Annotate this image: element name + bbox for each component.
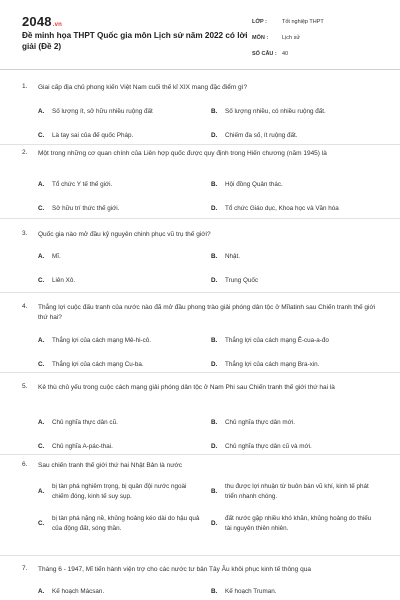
option-text: Tổ chức Y tế thế giới. xyxy=(52,181,113,188)
option-letter: C. xyxy=(38,443,45,450)
meta-row-count xyxy=(252,46,382,62)
option-letter: C. xyxy=(38,277,45,284)
option-letter: B. xyxy=(211,419,218,426)
option-text: Kế hoạch Mácsan. xyxy=(52,588,105,595)
question-text: Giai cấp địa chủ phong kiến Việt Nam cuối thế kỉ XIX mang đặc điểm gì? xyxy=(38,84,248,91)
option-letter: A. xyxy=(38,108,45,115)
option-text: đất nước gặp nhiều khó khăn, khủng hoảng do thiếu tài nguyên thiên nhiên. xyxy=(225,515,372,532)
logo-text: 2048 xyxy=(22,14,52,29)
option-text: Thắng lợi của cách mạng Cu-ba. xyxy=(52,361,144,368)
question-divider xyxy=(0,454,400,455)
option-letter: D. xyxy=(211,132,218,139)
exam-header xyxy=(0,0,400,72)
question-divider xyxy=(0,292,400,293)
option-letter: B. xyxy=(211,253,218,260)
question-number: 1. xyxy=(22,83,28,90)
option-text: Chủ nghĩa A-pác-thai. xyxy=(52,443,113,450)
header-divider xyxy=(0,69,400,70)
option-letter: A. xyxy=(38,488,45,495)
meta-key: LỚP : xyxy=(252,19,267,25)
option-text: Thắng lợi của cách mạng Ê-cua-a-đo xyxy=(225,337,329,344)
question-text: Sau chiến tranh thế giới thứ hai Nhật Bản là nước xyxy=(38,462,183,469)
option-text: Hội đồng Quản thác. xyxy=(225,181,283,188)
option-letter: B. xyxy=(211,488,218,495)
option-letter: D. xyxy=(211,205,218,212)
option-letter: A. xyxy=(38,337,45,344)
question-text: Quốc gia nào mở đầu kỷ nguyên chinh phục vũ trụ thế giới? xyxy=(38,231,211,238)
option-letter: C. xyxy=(38,361,45,368)
option-letter: C. xyxy=(38,132,45,139)
option-letter: A. xyxy=(38,419,45,426)
option-text: Liên Xô. xyxy=(52,277,76,284)
option-letter: C. xyxy=(38,520,45,527)
option-text: Thắng lợi của cách mạng Mê-hi-cô. xyxy=(52,337,151,344)
question-number: 4. xyxy=(22,303,28,310)
option-text: Trung Quốc xyxy=(225,277,259,284)
option-text: Tổ chức Giáo dục, Khoa học và Văn hóa xyxy=(225,205,339,212)
meta-value: 40 xyxy=(282,51,289,57)
meta-key: MÔN : xyxy=(252,35,269,41)
option-letter: A. xyxy=(38,588,45,595)
option-text: thu được lợi nhuận từ buôn bán vũ khí, kinh tế phát triển nhanh chóng. xyxy=(225,483,369,500)
meta-key: SỐ CÂU : xyxy=(252,51,277,57)
option-text: Là tay sai của đế quốc Pháp. xyxy=(52,132,134,139)
option-letter: D. xyxy=(211,443,218,450)
option-letter: B. xyxy=(211,337,218,344)
option-letter: B. xyxy=(211,108,218,115)
question-number: 5. xyxy=(22,383,28,390)
question-text: Một trong những cơ quan chính của Liên hợp quốc được quy định trong Hiến chương (năm 1945) là xyxy=(38,150,327,157)
option-text: Kế hoạch Truman. xyxy=(225,588,277,595)
question-number: 6. xyxy=(22,461,28,468)
question-divider xyxy=(0,555,400,556)
option-text: bị tàn phá nặng nề, khủng hoảng kéo dài do hậu quả của động đất, sóng thần. xyxy=(52,515,200,532)
option-letter: D. xyxy=(211,361,218,368)
option-text: Chủ nghĩa thực dân mới. xyxy=(225,419,295,426)
option-text: Chủ nghĩa thực dân cũ và mới. xyxy=(225,443,312,450)
question-number: 2. xyxy=(22,149,28,156)
question-divider xyxy=(0,218,400,219)
option-letter: A. xyxy=(38,253,45,260)
option-text: Mĩ. xyxy=(52,253,61,260)
option-text: Chủ nghĩa thực dân cũ. xyxy=(52,419,118,426)
option-text: Nhật. xyxy=(225,253,241,260)
question-text: Kẻ thù chủ yếu trong cuộc cách mạng giải phóng dân tộc ở Nam Phi sau Chiến tranh thế giới thứ hai là xyxy=(38,384,335,391)
option-letter: D. xyxy=(211,277,218,284)
option-text: Thắng lợi của cách mạng Bra-xin. xyxy=(225,361,320,368)
option-text: Sở hữu trí thức thế giới. xyxy=(52,205,120,212)
option-letter: D. xyxy=(211,520,218,527)
question-divider xyxy=(0,372,400,373)
option-letter: B. xyxy=(211,588,218,595)
question-divider xyxy=(0,144,400,145)
meta-value: Tốt nghiệp THPT xyxy=(282,19,324,25)
exam-title: Đề minh họa THPT Quốc gia môn Lịch sử năm 2022 có lời giải (Đề 2) xyxy=(22,31,248,51)
meta-row-class xyxy=(252,14,382,30)
exam-meta xyxy=(252,14,382,62)
meta-value: Lịch sử xyxy=(282,35,301,41)
question-text: Thắng lợi cuộc đấu tranh của nước nào đã mở đầu phong trào giải phóng dân tộc ở Mĩlatinh sau Chiến tranh thế giới thứ hai? xyxy=(38,304,376,321)
site-logo[interactable] xyxy=(22,14,62,29)
logo-tld: .vn xyxy=(52,22,63,28)
question-number: 7. xyxy=(22,565,28,572)
option-letter: B. xyxy=(211,181,218,188)
option-letter: C. xyxy=(38,205,45,212)
option-letter: A. xyxy=(38,181,45,188)
option-text: bị tàn phá nghiêm trọng, bị quân đội nước ngoài chiếm đóng, kinh tế suy sụp. xyxy=(52,483,187,500)
meta-row-subject xyxy=(252,30,382,46)
question-number: 3. xyxy=(22,230,28,237)
option-text: Số lượng nhiều, có nhiều ruộng đất. xyxy=(225,108,326,115)
question-text: Tháng 6 - 1947, Mĩ tiến hành viện trợ cho các nước tư bản Tây Âu khôi phục kinh tế thông qua xyxy=(38,566,311,573)
option-text: Chiếm đa số, ít ruộng đất. xyxy=(225,132,298,139)
option-text: Số lượng ít, sở hữu nhiều ruộng đất xyxy=(52,108,153,115)
